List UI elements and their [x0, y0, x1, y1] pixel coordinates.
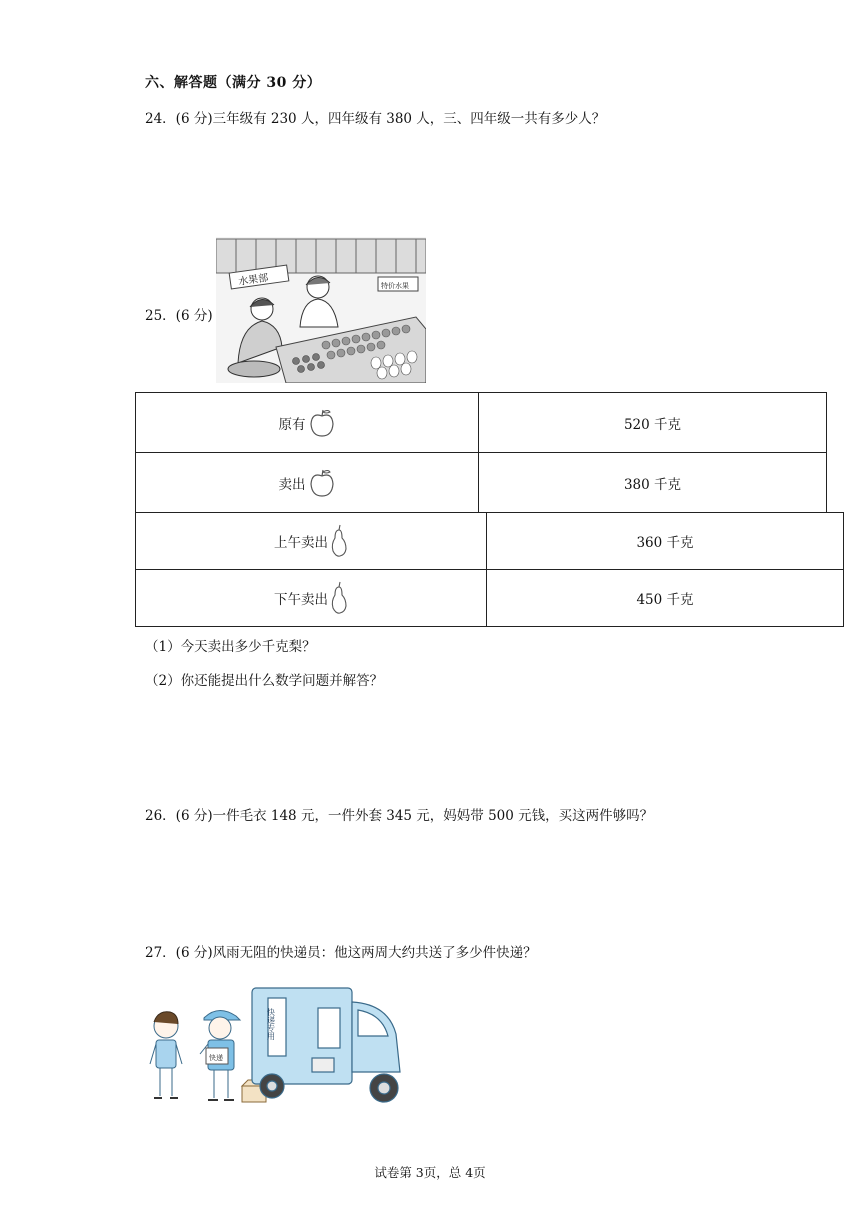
apple-table — [135, 392, 827, 513]
table-cell — [136, 453, 479, 513]
question-25: 25．(6 分) — [145, 308, 213, 324]
table-cell: 450 千克 — [487, 570, 844, 627]
table-cell — [136, 513, 487, 570]
box-label: 快递 — [209, 1054, 223, 1062]
pear-icon — [330, 524, 348, 558]
apple-icon — [308, 408, 336, 438]
row-label: 卖出 — [278, 476, 306, 493]
question-24: 24．(6 分)三年级有 230 人，四年级有 380 人，三、四年级一共有多少人？ — [145, 111, 606, 127]
question-26: 26．(6 分)一件毛衣 148 元，一件外套 345 元，妈妈带 500 元钱，买这两件够吗？ — [145, 808, 654, 824]
section-title: 六、解答题（满分 30 分） — [145, 75, 322, 91]
page-footer: 试卷第 3页，总 4页 — [374, 1165, 486, 1180]
row-label: 上午卖出 — [274, 535, 328, 551]
pear-icon — [330, 581, 348, 615]
fruit-shop-illustration — [216, 237, 426, 383]
table-row — [136, 453, 827, 513]
table-row — [136, 513, 844, 570]
table-cell: 380 千克 — [479, 453, 827, 513]
question-27: 27．(6 分)风雨无阻的快递员：他这两周大约共送了多少件快递？ — [145, 945, 537, 961]
truck-label: 快递专用 — [266, 1008, 276, 1040]
table-cell — [136, 393, 479, 453]
table-cell — [136, 570, 487, 627]
row-label: 下午卖出 — [274, 592, 328, 608]
table-row — [136, 393, 827, 453]
table-cell: 360 千克 — [487, 513, 844, 570]
table-row — [136, 570, 844, 627]
row-label: 原有 — [278, 416, 306, 433]
apple-icon — [308, 468, 336, 498]
delivery-illustration — [148, 978, 410, 1110]
question-25-sub-1: （1）今天卖出多少千克梨？ — [145, 639, 316, 655]
shop-sign-left: 水果部 — [237, 272, 270, 288]
question-25-sub-2: （2）你还能提出什么数学问题并解答？ — [145, 673, 384, 689]
table-cell: 520 千克 — [479, 393, 827, 453]
pear-table — [135, 512, 844, 627]
shop-sign-right: 特价水果 — [381, 282, 409, 290]
